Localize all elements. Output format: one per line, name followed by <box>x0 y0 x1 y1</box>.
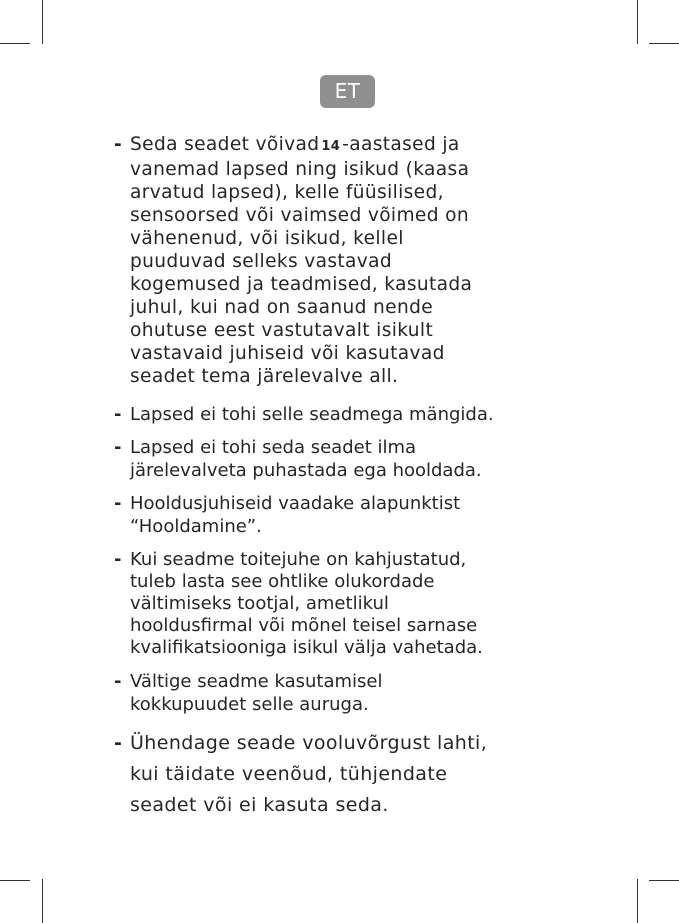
list-item <box>108 403 578 426</box>
bullet-dash: - <box>114 437 122 458</box>
list-item <box>108 728 578 821</box>
item-text-rest: -aastased ja vanemad lapsed ning isikud (kaasa arvatud lapsed), kelle füüsilised, sensoorsed või vaimsed võimed on vähenenud, või isikud, kellel puuduvad selleks vastavad kogemused ja teadmised, kasutada juhul, kui nad on saanud nende ohutuse eest vastutavalt isikult vastavaid juhiseid või kasutavad seadet tema järelevalve all. <box>130 134 473 387</box>
bullet-dash: - <box>114 134 123 155</box>
bullet-dash: - <box>114 671 122 692</box>
safety-instructions-list <box>108 133 578 821</box>
crop-mark-top-right <box>649 43 679 44</box>
item-text: Lapsed ei tohi seda seadet ilma järelevalveta puhastada ega hooldada. <box>130 437 482 481</box>
bullet-dash: - <box>114 549 122 570</box>
item-text: Hooldusjuhiseid vaadake alapunktist “Hooldamine”. <box>130 493 461 537</box>
crop-mark-top-right <box>637 0 638 44</box>
language-badge: ET <box>320 75 375 108</box>
item-text: Ühendage seade vooluvõrgust lahti, kui täidate veenõud, tühjendate seadet või ei kasuta seda. <box>130 732 488 816</box>
item-text: Kui seadme toitejuhe on kahjustatud, tuleb lasta see ohtlike olukordade vältimiseks tootjal, ametlikul hooldusfirmal või mõnel teisel sarnase kvalifikatsiooniga isikul välja vahetada. <box>130 549 483 658</box>
bullet-dash: - <box>114 732 123 754</box>
age-number: 14 <box>321 139 341 154</box>
crop-mark-bottom-right <box>637 879 638 923</box>
bullet-dash: - <box>114 493 122 514</box>
item-text: Vältige seadme kasutamisel kokkupuudet selle auruga. <box>130 671 383 715</box>
item-text-start: Seda seadet võivad <box>130 134 320 155</box>
list-item <box>108 436 578 482</box>
item-text: Lapsed ei tohi selle seadmega mängida. <box>130 404 494 425</box>
crop-mark-top-left <box>42 0 43 44</box>
crop-mark-bottom-left <box>42 879 43 923</box>
crop-mark-bottom-left <box>0 880 30 881</box>
list-item <box>108 670 578 716</box>
list-item <box>108 492 578 538</box>
list-item <box>108 549 578 659</box>
crop-mark-top-left <box>0 43 30 44</box>
bullet-dash: - <box>114 404 122 425</box>
crop-mark-bottom-right <box>649 880 679 881</box>
list-item <box>108 133 578 388</box>
